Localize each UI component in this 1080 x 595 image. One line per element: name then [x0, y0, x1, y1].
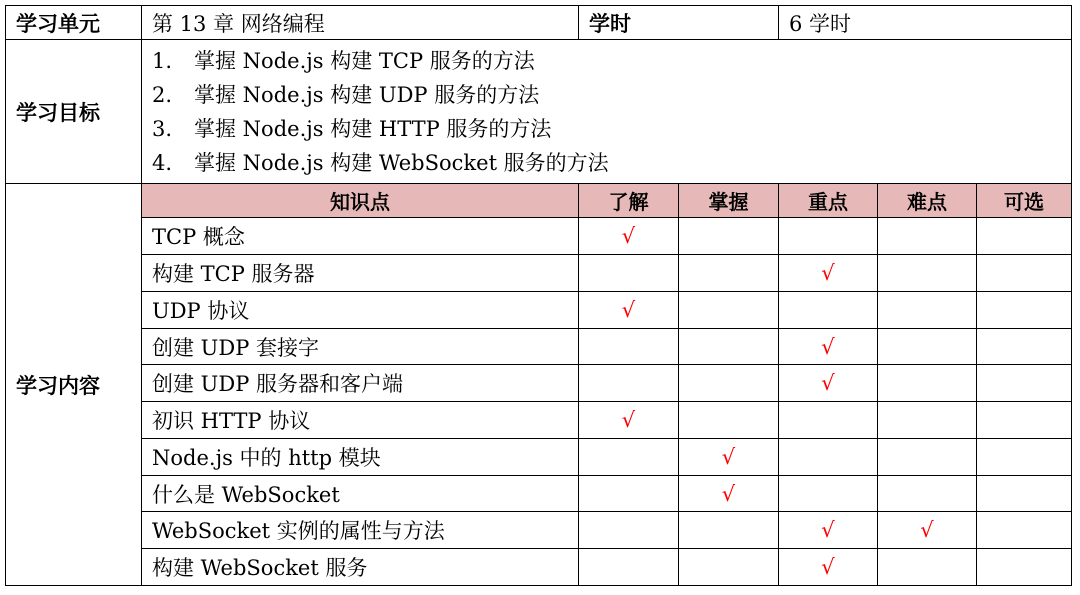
cell-master: [679, 328, 779, 365]
objective-text: 掌握 Node.js 构建 TCP 服务的方法: [194, 48, 535, 73]
col-difficult-header: 难点: [878, 184, 977, 218]
cell-key: [779, 438, 878, 475]
cell-understand: [579, 255, 679, 292]
topic-row: [6, 438, 1072, 475]
unit-label: 学习单元: [6, 6, 142, 40]
col-understand-header: 了解: [579, 184, 679, 218]
cell-key: √: [779, 328, 878, 365]
cell-key: [779, 402, 878, 439]
cell-understand: √: [579, 218, 679, 255]
topic-name: WebSocket 实例的属性与方法: [142, 512, 579, 549]
cell-difficult: [878, 365, 977, 402]
unit-value: 第 13 章 网络编程: [142, 6, 579, 40]
topic-name: 什么是 WebSocket: [142, 475, 579, 512]
cell-difficult: [878, 291, 977, 328]
topic-row: [6, 255, 1072, 292]
cell-key: √: [779, 365, 878, 402]
topic-name: 创建 UDP 服务器和客户端: [142, 365, 579, 402]
objective-text: 掌握 Node.js 构建 WebSocket 服务的方法: [194, 150, 609, 175]
topic-row: [6, 512, 1072, 549]
objective-number: 2.: [152, 82, 173, 107]
cell-understand: [579, 549, 679, 586]
cell-difficult: [878, 255, 977, 292]
unit-row: [6, 6, 1072, 40]
hours-value: 6 学时: [779, 6, 1072, 40]
objectives-label: 学习目标: [6, 40, 142, 184]
cell-master: [679, 255, 779, 292]
objective-item: [152, 78, 1071, 112]
topic-name: Node.js 中的 http 模块: [142, 438, 579, 475]
objectives-row: [6, 40, 1072, 184]
topic-row: [6, 218, 1072, 255]
objective-text: 掌握 Node.js 构建 UDP 服务的方法: [194, 82, 540, 107]
cell-master: [679, 218, 779, 255]
cell-difficult: [878, 218, 977, 255]
col-key-header: 重点: [779, 184, 878, 218]
cell-master: [679, 512, 779, 549]
cell-optional: [977, 255, 1072, 292]
cell-key: [779, 291, 878, 328]
cell-optional: [977, 365, 1072, 402]
topic-row: [6, 402, 1072, 439]
cell-understand: [579, 328, 679, 365]
cell-master: √: [679, 438, 779, 475]
topic-name: 初识 HTTP 协议: [142, 402, 579, 439]
cell-optional: [977, 291, 1072, 328]
cell-optional: [977, 402, 1072, 439]
objective-number: 3.: [152, 116, 173, 141]
cell-difficult: [878, 328, 977, 365]
col-master-header: 掌握: [679, 184, 779, 218]
cell-optional: [977, 512, 1072, 549]
objective-text: 掌握 Node.js 构建 HTTP 服务的方法: [194, 116, 552, 141]
course-plan-table: [5, 5, 1072, 586]
cell-optional: [977, 438, 1072, 475]
cell-master: [679, 402, 779, 439]
topic-row: [6, 475, 1072, 512]
objective-number: 4.: [152, 150, 173, 175]
cell-key: √: [779, 549, 878, 586]
topic-name: 构建 TCP 服务器: [142, 255, 579, 292]
objectives-list: [142, 40, 1072, 184]
objective-item: [152, 44, 1071, 78]
cell-difficult: [878, 549, 977, 586]
cell-understand: √: [579, 291, 679, 328]
cell-optional: [977, 549, 1072, 586]
cell-difficult: [878, 438, 977, 475]
cell-difficult: [878, 402, 977, 439]
cell-understand: √: [579, 402, 679, 439]
content-header-row: [6, 184, 1072, 218]
topic-name: TCP 概念: [142, 218, 579, 255]
topic-row: [6, 328, 1072, 365]
topic-row: [6, 549, 1072, 586]
topic-row: [6, 291, 1072, 328]
cell-key: [779, 475, 878, 512]
cell-master: [679, 365, 779, 402]
topic-name: 创建 UDP 套接字: [142, 328, 579, 365]
objective-item: [152, 146, 1071, 180]
cell-optional: [977, 328, 1072, 365]
topic-name: 构建 WebSocket 服务: [142, 549, 579, 586]
cell-key: √: [779, 255, 878, 292]
hours-label: 学时: [579, 6, 779, 40]
objective-number: 1.: [152, 48, 173, 73]
cell-understand: [579, 365, 679, 402]
cell-understand: [579, 512, 679, 549]
topic-row: [6, 365, 1072, 402]
cell-master: √: [679, 475, 779, 512]
topic-name: UDP 协议: [142, 291, 579, 328]
cell-difficult: [878, 475, 977, 512]
objective-item: [152, 112, 1071, 146]
col-topic-header: 知识点: [142, 184, 579, 218]
content-label: 学习内容: [6, 184, 142, 586]
cell-master: [679, 291, 779, 328]
cell-understand: [579, 438, 679, 475]
col-optional-header: 可选: [977, 184, 1072, 218]
cell-key: √: [779, 512, 878, 549]
cell-difficult: √: [878, 512, 977, 549]
cell-key: [779, 218, 878, 255]
cell-understand: [579, 475, 679, 512]
cell-optional: [977, 218, 1072, 255]
cell-master: [679, 549, 779, 586]
cell-optional: [977, 475, 1072, 512]
